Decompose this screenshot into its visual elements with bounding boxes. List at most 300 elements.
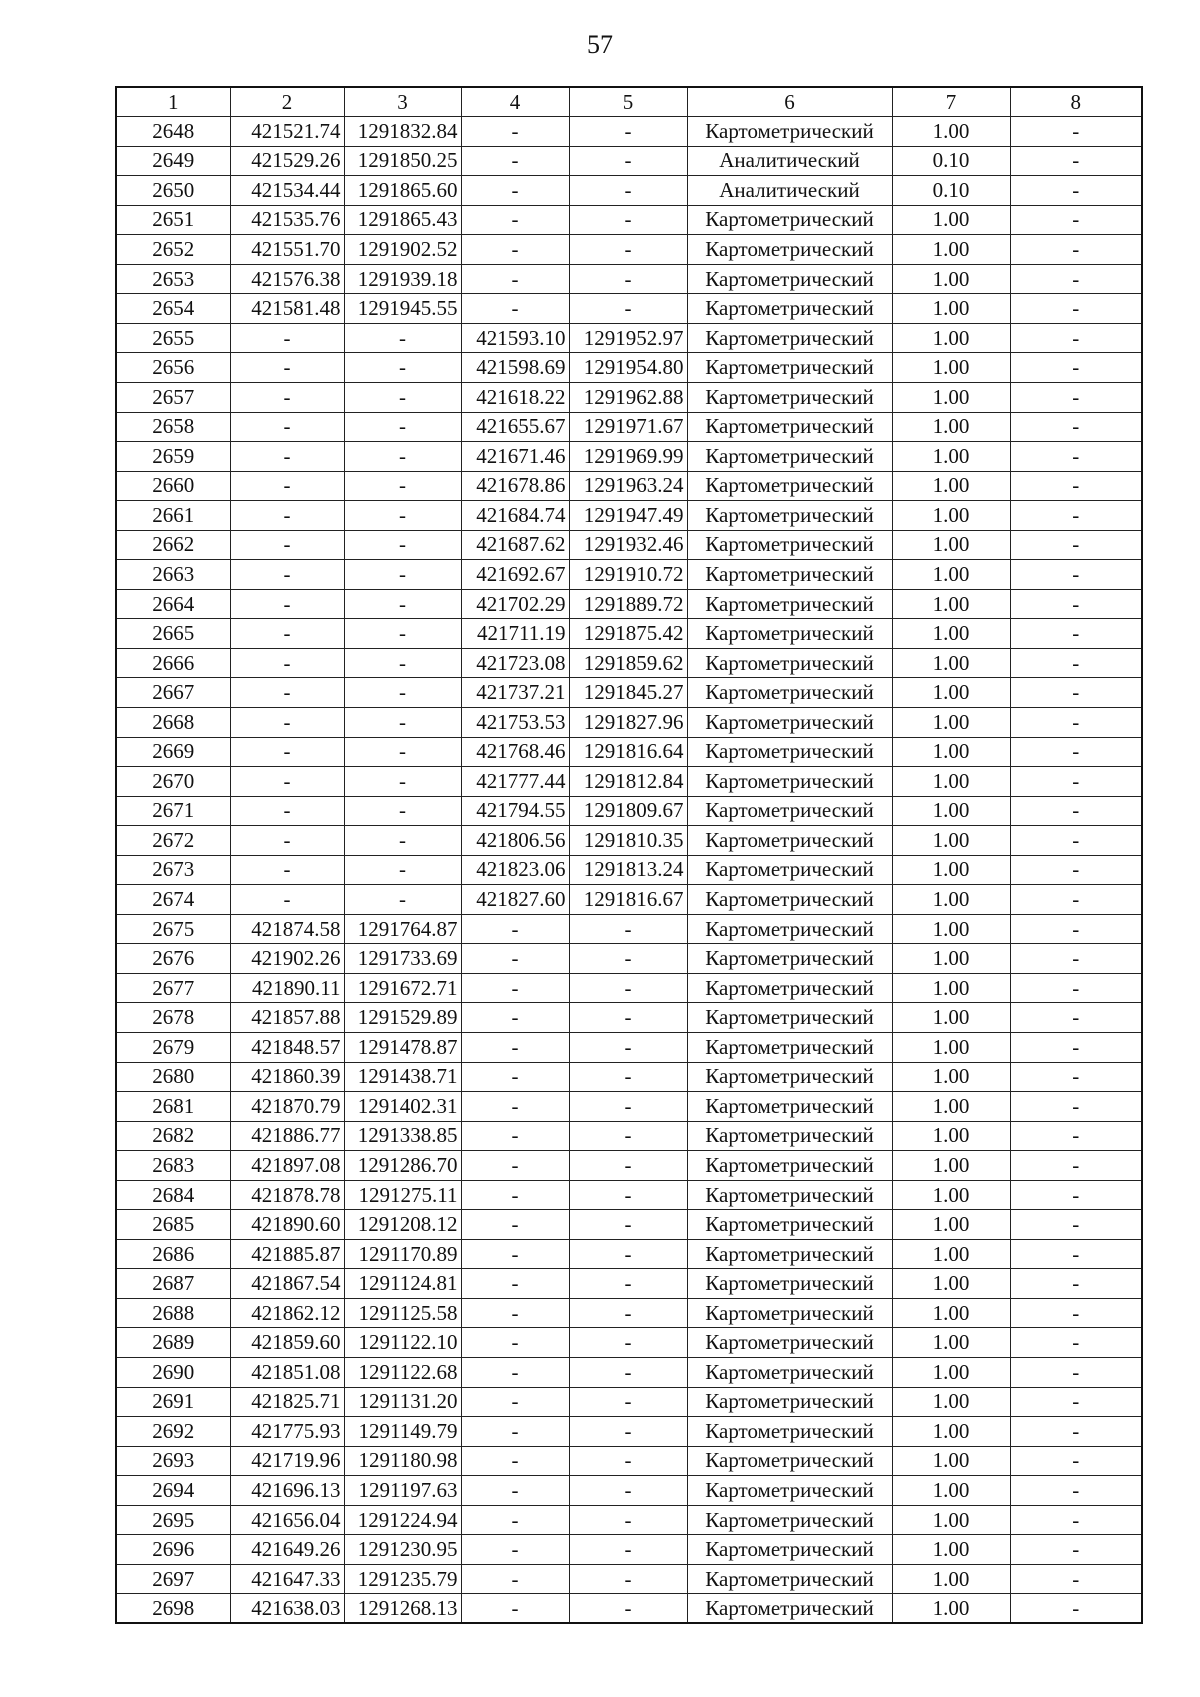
y-coordinate-cell: 1291180.98 bbox=[344, 1446, 461, 1476]
y-coordinate-new-cell: 1291889.72 bbox=[569, 589, 687, 619]
accuracy-cell: 1.00 bbox=[892, 1062, 1010, 1092]
x-coordinate-cell: 421878.78 bbox=[230, 1180, 344, 1210]
y-coordinate-cell: 1291125.58 bbox=[344, 1298, 461, 1328]
accuracy-cell: 1.00 bbox=[892, 648, 1010, 678]
accuracy-cell: 1.00 bbox=[892, 1151, 1010, 1181]
x-coordinate-cell: - bbox=[230, 885, 344, 915]
point-number-cell: 2692 bbox=[116, 1417, 230, 1447]
y-coordinate-new-cell: - bbox=[569, 117, 687, 147]
y-coordinate-cell: - bbox=[344, 737, 461, 767]
column-header-6: 6 bbox=[687, 87, 892, 117]
accuracy-cell: 1.00 bbox=[892, 1476, 1010, 1506]
y-coordinate-new-cell: - bbox=[569, 973, 687, 1003]
y-coordinate-cell: 1291865.60 bbox=[344, 176, 461, 206]
method-cell: Картометрический bbox=[687, 944, 892, 974]
point-number-cell: 2694 bbox=[116, 1476, 230, 1506]
table-row bbox=[116, 501, 1142, 531]
y-coordinate-new-cell: 1291859.62 bbox=[569, 648, 687, 678]
x-coordinate-cell: 421890.11 bbox=[230, 973, 344, 1003]
method-cell: Картометрический bbox=[687, 1003, 892, 1033]
description-cell: - bbox=[1010, 1180, 1142, 1210]
accuracy-cell: 1.00 bbox=[892, 1387, 1010, 1417]
y-coordinate-new-cell: - bbox=[569, 1269, 687, 1299]
y-coordinate-cell: 1291402.31 bbox=[344, 1092, 461, 1122]
x-coordinate-new-cell: 421723.08 bbox=[461, 648, 569, 678]
x-coordinate-cell: - bbox=[230, 796, 344, 826]
accuracy-cell: 1.00 bbox=[892, 205, 1010, 235]
x-coordinate-new-cell: 421671.46 bbox=[461, 442, 569, 472]
x-coordinate-cell: 421719.96 bbox=[230, 1446, 344, 1476]
x-coordinate-new-cell: - bbox=[461, 1210, 569, 1240]
x-coordinate-new-cell: 421618.22 bbox=[461, 382, 569, 412]
point-number-cell: 2696 bbox=[116, 1535, 230, 1565]
x-coordinate-cell: 421696.13 bbox=[230, 1476, 344, 1506]
point-number-cell: 2666 bbox=[116, 648, 230, 678]
x-coordinate-new-cell: 421737.21 bbox=[461, 678, 569, 708]
y-coordinate-cell: - bbox=[344, 767, 461, 797]
x-coordinate-new-cell: 421655.67 bbox=[461, 412, 569, 442]
description-cell: - bbox=[1010, 944, 1142, 974]
accuracy-cell: 1.00 bbox=[892, 1446, 1010, 1476]
accuracy-cell: 1.00 bbox=[892, 1535, 1010, 1565]
x-coordinate-new-cell: - bbox=[461, 1298, 569, 1328]
x-coordinate-cell: 421649.26 bbox=[230, 1535, 344, 1565]
x-coordinate-cell: 421897.08 bbox=[230, 1151, 344, 1181]
accuracy-cell: 1.00 bbox=[892, 471, 1010, 501]
point-number-cell: 2665 bbox=[116, 619, 230, 649]
y-coordinate-new-cell: 1291813.24 bbox=[569, 855, 687, 885]
accuracy-cell: 1.00 bbox=[892, 1210, 1010, 1240]
method-cell: Картометрический bbox=[687, 1269, 892, 1299]
method-cell: Картометрический bbox=[687, 1417, 892, 1447]
x-coordinate-cell: - bbox=[230, 678, 344, 708]
point-number-cell: 2691 bbox=[116, 1387, 230, 1417]
x-coordinate-cell: - bbox=[230, 767, 344, 797]
x-coordinate-cell: 421902.26 bbox=[230, 944, 344, 974]
x-coordinate-cell: 421862.12 bbox=[230, 1298, 344, 1328]
x-coordinate-cell: 421581.48 bbox=[230, 294, 344, 324]
x-coordinate-new-cell: - bbox=[461, 1062, 569, 1092]
table-row bbox=[116, 973, 1142, 1003]
y-coordinate-new-cell: - bbox=[569, 1564, 687, 1594]
x-coordinate-cell: - bbox=[230, 737, 344, 767]
x-coordinate-new-cell: - bbox=[461, 1564, 569, 1594]
method-cell: Картометрический bbox=[687, 1476, 892, 1506]
accuracy-cell: 1.00 bbox=[892, 619, 1010, 649]
method-cell: Картометрический bbox=[687, 1594, 892, 1624]
method-cell: Картометрический bbox=[687, 1328, 892, 1358]
coordinates-table bbox=[115, 86, 1143, 1624]
description-cell: - bbox=[1010, 1358, 1142, 1388]
accuracy-cell: 1.00 bbox=[892, 1269, 1010, 1299]
method-cell: Картометрический bbox=[687, 1387, 892, 1417]
x-coordinate-new-cell: 421806.56 bbox=[461, 826, 569, 856]
description-cell: - bbox=[1010, 1505, 1142, 1535]
table-row bbox=[116, 1594, 1142, 1624]
description-cell: - bbox=[1010, 707, 1142, 737]
column-header-4: 4 bbox=[461, 87, 569, 117]
point-number-cell: 2664 bbox=[116, 589, 230, 619]
x-coordinate-cell: - bbox=[230, 412, 344, 442]
x-coordinate-new-cell: - bbox=[461, 146, 569, 176]
y-coordinate-new-cell: - bbox=[569, 914, 687, 944]
y-coordinate-cell: - bbox=[344, 648, 461, 678]
y-coordinate-cell: 1291230.95 bbox=[344, 1535, 461, 1565]
table-row bbox=[116, 767, 1142, 797]
description-cell: - bbox=[1010, 973, 1142, 1003]
x-coordinate-cell: 421647.33 bbox=[230, 1564, 344, 1594]
description-cell: - bbox=[1010, 855, 1142, 885]
x-coordinate-cell: 421656.04 bbox=[230, 1505, 344, 1535]
y-coordinate-cell: - bbox=[344, 826, 461, 856]
x-coordinate-new-cell: - bbox=[461, 1151, 569, 1181]
table-body bbox=[116, 117, 1142, 1624]
y-coordinate-new-cell: 1291816.67 bbox=[569, 885, 687, 915]
description-cell: - bbox=[1010, 323, 1142, 353]
x-coordinate-new-cell: - bbox=[461, 1594, 569, 1624]
x-coordinate-cell: 421638.03 bbox=[230, 1594, 344, 1624]
point-number-cell: 2662 bbox=[116, 530, 230, 560]
x-coordinate-cell: 421874.58 bbox=[230, 914, 344, 944]
y-coordinate-cell: - bbox=[344, 442, 461, 472]
y-coordinate-cell: 1291131.20 bbox=[344, 1387, 461, 1417]
point-number-cell: 2681 bbox=[116, 1092, 230, 1122]
point-number-cell: 2649 bbox=[116, 146, 230, 176]
accuracy-cell: 1.00 bbox=[892, 1298, 1010, 1328]
table-row bbox=[116, 560, 1142, 590]
table-row bbox=[116, 1298, 1142, 1328]
y-coordinate-cell: - bbox=[344, 707, 461, 737]
table-row bbox=[116, 1121, 1142, 1151]
y-coordinate-cell: 1291764.87 bbox=[344, 914, 461, 944]
accuracy-cell: 1.00 bbox=[892, 1328, 1010, 1358]
point-number-cell: 2698 bbox=[116, 1594, 230, 1624]
accuracy-cell: 1.00 bbox=[892, 501, 1010, 531]
point-number-cell: 2658 bbox=[116, 412, 230, 442]
point-number-cell: 2688 bbox=[116, 1298, 230, 1328]
y-coordinate-cell: 1291208.12 bbox=[344, 1210, 461, 1240]
y-coordinate-cell: 1291286.70 bbox=[344, 1151, 461, 1181]
description-cell: - bbox=[1010, 471, 1142, 501]
accuracy-cell: 1.00 bbox=[892, 1358, 1010, 1388]
table-row bbox=[116, 442, 1142, 472]
table-row bbox=[116, 1505, 1142, 1535]
accuracy-cell: 1.00 bbox=[892, 264, 1010, 294]
description-cell: - bbox=[1010, 1151, 1142, 1181]
description-cell: - bbox=[1010, 1387, 1142, 1417]
y-coordinate-cell: - bbox=[344, 589, 461, 619]
x-coordinate-cell: - bbox=[230, 560, 344, 590]
table-row bbox=[116, 1180, 1142, 1210]
x-coordinate-new-cell: - bbox=[461, 973, 569, 1003]
x-coordinate-cell: - bbox=[230, 323, 344, 353]
x-coordinate-new-cell: 421711.19 bbox=[461, 619, 569, 649]
column-header-1: 1 bbox=[116, 87, 230, 117]
point-number-cell: 2689 bbox=[116, 1328, 230, 1358]
y-coordinate-cell: 1291478.87 bbox=[344, 1033, 461, 1063]
x-coordinate-cell: 421859.60 bbox=[230, 1328, 344, 1358]
x-coordinate-cell: 421860.39 bbox=[230, 1062, 344, 1092]
table-header bbox=[116, 87, 1142, 117]
accuracy-cell: 1.00 bbox=[892, 560, 1010, 590]
y-coordinate-cell: - bbox=[344, 855, 461, 885]
method-cell: Картометрический bbox=[687, 914, 892, 944]
point-number-cell: 2671 bbox=[116, 796, 230, 826]
y-coordinate-new-cell: 1291963.24 bbox=[569, 471, 687, 501]
description-cell: - bbox=[1010, 619, 1142, 649]
y-coordinate-new-cell: - bbox=[569, 1033, 687, 1063]
description-cell: - bbox=[1010, 1564, 1142, 1594]
y-coordinate-new-cell: - bbox=[569, 1298, 687, 1328]
point-number-cell: 2685 bbox=[116, 1210, 230, 1240]
method-cell: Картометрический bbox=[687, 737, 892, 767]
y-coordinate-new-cell: - bbox=[569, 1358, 687, 1388]
description-cell: - bbox=[1010, 1210, 1142, 1240]
column-header-7: 7 bbox=[892, 87, 1010, 117]
page-number: 57 bbox=[587, 30, 613, 59]
method-cell: Картометрический bbox=[687, 678, 892, 708]
x-coordinate-new-cell: - bbox=[461, 1476, 569, 1506]
table-row bbox=[116, 264, 1142, 294]
x-coordinate-cell: - bbox=[230, 648, 344, 678]
x-coordinate-new-cell: - bbox=[461, 1033, 569, 1063]
description-cell: - bbox=[1010, 678, 1142, 708]
method-cell: Картометрический bbox=[687, 1092, 892, 1122]
y-coordinate-new-cell: 1291812.84 bbox=[569, 767, 687, 797]
method-cell: Картометрический bbox=[687, 1239, 892, 1269]
table-row bbox=[116, 353, 1142, 383]
y-coordinate-new-cell: 1291910.72 bbox=[569, 560, 687, 590]
table-row bbox=[116, 1269, 1142, 1299]
description-cell: - bbox=[1010, 1092, 1142, 1122]
method-cell: Картометрический bbox=[687, 323, 892, 353]
y-coordinate-new-cell: 1291932.46 bbox=[569, 530, 687, 560]
point-number-cell: 2669 bbox=[116, 737, 230, 767]
x-coordinate-cell: 421535.76 bbox=[230, 205, 344, 235]
x-coordinate-new-cell: - bbox=[461, 1003, 569, 1033]
y-coordinate-cell: - bbox=[344, 560, 461, 590]
point-number-cell: 2661 bbox=[116, 501, 230, 531]
table-row bbox=[116, 707, 1142, 737]
x-coordinate-new-cell: - bbox=[461, 264, 569, 294]
x-coordinate-cell: 421890.60 bbox=[230, 1210, 344, 1240]
x-coordinate-cell: 421857.88 bbox=[230, 1003, 344, 1033]
column-header-3: 3 bbox=[344, 87, 461, 117]
table-row bbox=[116, 678, 1142, 708]
point-number-cell: 2655 bbox=[116, 323, 230, 353]
accuracy-cell: 1.00 bbox=[892, 382, 1010, 412]
y-coordinate-cell: 1291529.89 bbox=[344, 1003, 461, 1033]
description-cell: - bbox=[1010, 1328, 1142, 1358]
x-coordinate-cell: 421848.57 bbox=[230, 1033, 344, 1063]
x-coordinate-cell: - bbox=[230, 826, 344, 856]
x-coordinate-new-cell: 421823.06 bbox=[461, 855, 569, 885]
point-number-cell: 2679 bbox=[116, 1033, 230, 1063]
accuracy-cell: 1.00 bbox=[892, 589, 1010, 619]
accuracy-cell: 1.00 bbox=[892, 1239, 1010, 1269]
description-cell: - bbox=[1010, 264, 1142, 294]
x-coordinate-new-cell: - bbox=[461, 205, 569, 235]
point-number-cell: 2695 bbox=[116, 1505, 230, 1535]
y-coordinate-cell: - bbox=[344, 412, 461, 442]
point-number-cell: 2674 bbox=[116, 885, 230, 915]
x-coordinate-new-cell: - bbox=[461, 176, 569, 206]
description-cell: - bbox=[1010, 767, 1142, 797]
x-coordinate-new-cell: 421777.44 bbox=[461, 767, 569, 797]
accuracy-cell: 1.00 bbox=[892, 1180, 1010, 1210]
method-cell: Картометрический bbox=[687, 885, 892, 915]
method-cell: Картометрический bbox=[687, 530, 892, 560]
point-number-cell: 2683 bbox=[116, 1151, 230, 1181]
table-row bbox=[116, 205, 1142, 235]
x-coordinate-new-cell: - bbox=[461, 1446, 569, 1476]
x-coordinate-new-cell: 421678.86 bbox=[461, 471, 569, 501]
x-coordinate-cell: - bbox=[230, 619, 344, 649]
description-cell: - bbox=[1010, 412, 1142, 442]
description-cell: - bbox=[1010, 826, 1142, 856]
y-coordinate-new-cell: - bbox=[569, 1446, 687, 1476]
table-row bbox=[116, 737, 1142, 767]
point-number-cell: 2652 bbox=[116, 235, 230, 265]
method-cell: Картометрический bbox=[687, 767, 892, 797]
accuracy-cell: 1.00 bbox=[892, 294, 1010, 324]
table-row bbox=[116, 294, 1142, 324]
y-coordinate-new-cell: - bbox=[569, 1210, 687, 1240]
y-coordinate-cell: 1291124.81 bbox=[344, 1269, 461, 1299]
y-coordinate-new-cell: 1291962.88 bbox=[569, 382, 687, 412]
x-coordinate-new-cell: 421702.29 bbox=[461, 589, 569, 619]
x-coordinate-new-cell: - bbox=[461, 914, 569, 944]
table-row bbox=[116, 944, 1142, 974]
method-cell: Картометрический bbox=[687, 1505, 892, 1535]
accuracy-cell: 1.00 bbox=[892, 1033, 1010, 1063]
point-number-cell: 2660 bbox=[116, 471, 230, 501]
y-coordinate-cell: 1291733.69 bbox=[344, 944, 461, 974]
point-number-cell: 2654 bbox=[116, 294, 230, 324]
accuracy-cell: 1.00 bbox=[892, 767, 1010, 797]
accuracy-cell: 1.00 bbox=[892, 412, 1010, 442]
table-row bbox=[116, 1062, 1142, 1092]
description-cell: - bbox=[1010, 117, 1142, 147]
table-row bbox=[116, 1564, 1142, 1594]
y-coordinate-new-cell: - bbox=[569, 1476, 687, 1506]
point-number-cell: 2651 bbox=[116, 205, 230, 235]
x-coordinate-cell: 421529.26 bbox=[230, 146, 344, 176]
table-row bbox=[116, 1358, 1142, 1388]
accuracy-cell: 1.00 bbox=[892, 530, 1010, 560]
table-row bbox=[116, 530, 1142, 560]
description-cell: - bbox=[1010, 885, 1142, 915]
x-coordinate-new-cell: 421684.74 bbox=[461, 501, 569, 531]
table-row bbox=[116, 235, 1142, 265]
x-coordinate-new-cell: - bbox=[461, 1180, 569, 1210]
point-number-cell: 2663 bbox=[116, 560, 230, 590]
y-coordinate-new-cell: - bbox=[569, 294, 687, 324]
accuracy-cell: 1.00 bbox=[892, 914, 1010, 944]
y-coordinate-new-cell: 1291845.27 bbox=[569, 678, 687, 708]
method-cell: Картометрический bbox=[687, 1180, 892, 1210]
method-cell: Картометрический bbox=[687, 1564, 892, 1594]
y-coordinate-cell: 1291170.89 bbox=[344, 1239, 461, 1269]
point-number-cell: 2656 bbox=[116, 353, 230, 383]
method-cell: Аналитический bbox=[687, 176, 892, 206]
x-coordinate-new-cell: 421753.53 bbox=[461, 707, 569, 737]
y-coordinate-cell: 1291865.43 bbox=[344, 205, 461, 235]
x-coordinate-new-cell: 421794.55 bbox=[461, 796, 569, 826]
method-cell: Картометрический bbox=[687, 1535, 892, 1565]
x-coordinate-new-cell: - bbox=[461, 944, 569, 974]
accuracy-cell: 1.00 bbox=[892, 826, 1010, 856]
y-coordinate-new-cell: - bbox=[569, 1062, 687, 1092]
x-coordinate-cell: 421851.08 bbox=[230, 1358, 344, 1388]
y-coordinate-cell: 1291939.18 bbox=[344, 264, 461, 294]
method-cell: Картометрический bbox=[687, 1033, 892, 1063]
method-cell: Картометрический bbox=[687, 264, 892, 294]
description-cell: - bbox=[1010, 1476, 1142, 1506]
point-number-cell: 2650 bbox=[116, 176, 230, 206]
column-header-5: 5 bbox=[569, 87, 687, 117]
point-number-cell: 2670 bbox=[116, 767, 230, 797]
y-coordinate-new-cell: - bbox=[569, 1180, 687, 1210]
method-cell: Картометрический bbox=[687, 1446, 892, 1476]
x-coordinate-new-cell: 421593.10 bbox=[461, 323, 569, 353]
point-number-cell: 2657 bbox=[116, 382, 230, 412]
method-cell: Картометрический bbox=[687, 560, 892, 590]
accuracy-cell: 1.00 bbox=[892, 737, 1010, 767]
table-row bbox=[116, 382, 1142, 412]
column-header-2: 2 bbox=[230, 87, 344, 117]
table-row bbox=[116, 648, 1142, 678]
table-row bbox=[116, 619, 1142, 649]
method-cell: Картометрический bbox=[687, 1358, 892, 1388]
method-cell: Картометрический bbox=[687, 589, 892, 619]
method-cell: Картометрический bbox=[687, 1210, 892, 1240]
accuracy-cell: 0.10 bbox=[892, 146, 1010, 176]
accuracy-cell: 1.00 bbox=[892, 707, 1010, 737]
y-coordinate-cell: 1291902.52 bbox=[344, 235, 461, 265]
accuracy-cell: 1.00 bbox=[892, 1417, 1010, 1447]
accuracy-cell: 1.00 bbox=[892, 442, 1010, 472]
table-row bbox=[116, 1092, 1142, 1122]
accuracy-cell: 0.10 bbox=[892, 176, 1010, 206]
y-coordinate-cell: - bbox=[344, 885, 461, 915]
accuracy-cell: 1.00 bbox=[892, 855, 1010, 885]
description-cell: - bbox=[1010, 796, 1142, 826]
description-cell: - bbox=[1010, 1417, 1142, 1447]
header-row bbox=[116, 87, 1142, 117]
accuracy-cell: 1.00 bbox=[892, 117, 1010, 147]
method-cell: Картометрический bbox=[687, 235, 892, 265]
y-coordinate-new-cell: - bbox=[569, 1121, 687, 1151]
x-coordinate-new-cell: - bbox=[461, 1269, 569, 1299]
y-coordinate-new-cell: - bbox=[569, 1535, 687, 1565]
x-coordinate-cell: - bbox=[230, 707, 344, 737]
point-number-cell: 2673 bbox=[116, 855, 230, 885]
table-row bbox=[116, 1003, 1142, 1033]
point-number-cell: 2684 bbox=[116, 1180, 230, 1210]
method-cell: Картометрический bbox=[687, 471, 892, 501]
y-coordinate-new-cell: 1291816.64 bbox=[569, 737, 687, 767]
accuracy-cell: 1.00 bbox=[892, 235, 1010, 265]
method-cell: Картометрический bbox=[687, 973, 892, 1003]
y-coordinate-new-cell: - bbox=[569, 944, 687, 974]
description-cell: - bbox=[1010, 560, 1142, 590]
point-number-cell: 2682 bbox=[116, 1121, 230, 1151]
y-coordinate-cell: 1291122.10 bbox=[344, 1328, 461, 1358]
x-coordinate-cell: - bbox=[230, 471, 344, 501]
method-cell: Картометрический bbox=[687, 353, 892, 383]
method-cell: Картометрический bbox=[687, 1151, 892, 1181]
